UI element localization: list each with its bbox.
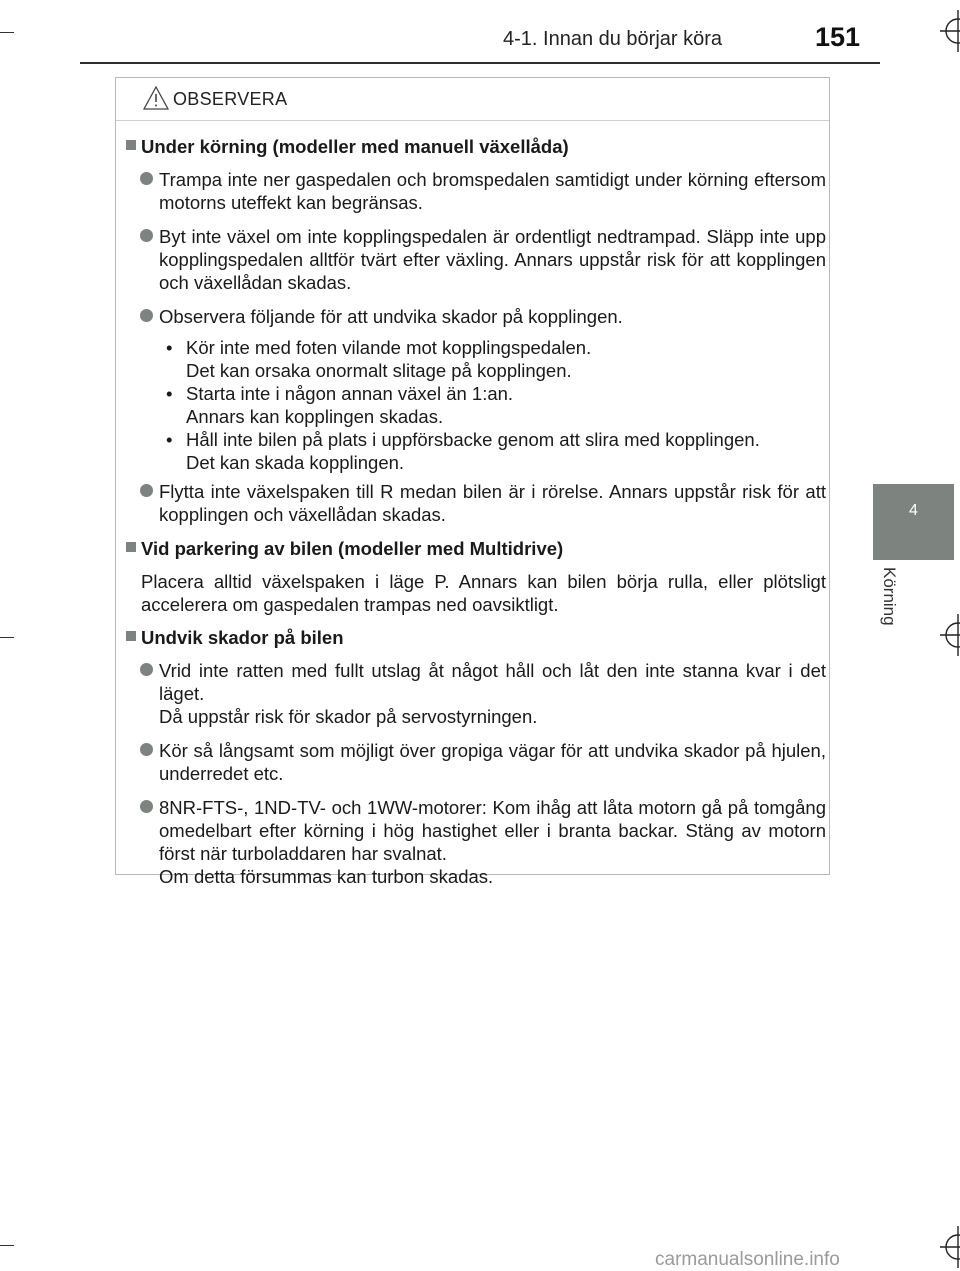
sub-item-text: Håll inte bilen på plats i uppförsbacke genom att slira med kopplingen. <box>186 429 760 450</box>
dot-bullet-icon <box>140 800 153 813</box>
sub-item-detail: Annars kan kopplingen skadas. <box>186 406 444 427</box>
warning-triangle-icon <box>143 86 169 110</box>
registration-mark-icon <box>936 1226 960 1268</box>
list-item <box>126 480 826 526</box>
caution-section <box>126 135 826 526</box>
dot-bullet-icon <box>140 309 153 322</box>
section-head <box>126 626 826 649</box>
dot-bullet-icon <box>140 229 153 242</box>
list-item <box>126 225 826 294</box>
item-text: Flytta inte växelspaken till R medan bilen är i rörelse. Annars uppstår risk för att kopplingen och växellådan skadas. <box>159 481 826 525</box>
item-text: 8NR-FTS-, 1ND-TV- och 1WW-motorer: Kom ihåg att låta motorn gå på tomgång omedelbart efter körning i hög hastighet eller i branta backar. Stäng av motorn först när turboladdaren har svalnat. <box>159 797 826 864</box>
item-text: Kör så långsamt som möjligt över gropiga vägar för att undvika skador på hjulen, underredet etc. <box>159 740 826 784</box>
section-head <box>126 135 826 158</box>
caution-section <box>126 537 826 616</box>
page-number: 151 <box>815 22 861 52</box>
sub-item-detail: Det kan skada kopplingen. <box>186 452 405 473</box>
square-bullet-icon <box>126 140 136 150</box>
registration-mark-icon <box>936 10 960 52</box>
caution-content <box>126 135 826 899</box>
sub-item-detail: Det kan orsaka onormalt slitage på kopplingen. <box>186 360 572 381</box>
list-item <box>126 659 826 728</box>
dot-bullet-icon <box>140 743 153 756</box>
item-text: Trampa inte ner gaspedalen och bromspedalen samtidigt under körning eftersom motorns uteffekt kan begränsas. <box>159 169 826 213</box>
section-heading: 4-1. Innan du börjar köra <box>503 28 723 50</box>
sub-item <box>166 336 826 382</box>
chapter-label <box>873 567 899 647</box>
sub-item-text: Starta inte i någon annan växel än 1:an. <box>186 383 514 404</box>
section-title: Undvik skador på bilen <box>141 627 344 648</box>
sub-list <box>126 336 826 474</box>
chapter-tab <box>873 484 954 560</box>
crop-mark <box>0 32 14 33</box>
list-item <box>126 796 826 888</box>
section-title: Vid parkering av bilen (modeller med Multidrive) <box>141 538 564 559</box>
section-paragraph: Placera alltid växelspaken i läge P. Annars kan bilen börja rulla, eller plötsligt accelerera om gaspedalen trampas ned oavsiktligt. <box>141 571 826 615</box>
list-item <box>126 305 826 328</box>
dot-bullet-icon <box>140 663 153 676</box>
caution-box <box>115 77 830 887</box>
sub-item <box>166 428 826 474</box>
square-bullet-icon <box>126 631 136 641</box>
caution-section <box>126 626 826 888</box>
chapter-number: 4 <box>909 502 918 519</box>
dot-bullet-icon <box>140 484 153 497</box>
sub-bullet: • <box>166 429 173 450</box>
item-text: Då uppstår risk för skador på servostyrningen. <box>159 706 538 727</box>
item-text: Om detta försummas kan turbon skadas. <box>159 866 494 887</box>
list-item <box>126 168 826 214</box>
crop-mark <box>0 1245 14 1246</box>
list-item <box>126 739 826 785</box>
caution-title: OBSERVERA <box>173 89 288 109</box>
registration-mark-icon <box>936 614 960 656</box>
caution-header <box>116 78 829 121</box>
dot-bullet-icon <box>140 172 153 185</box>
crop-mark <box>0 637 14 638</box>
sub-bullet: • <box>166 383 173 404</box>
section-head <box>126 537 826 560</box>
header-divider <box>80 62 880 64</box>
sub-bullet: • <box>166 337 173 358</box>
item-text: Observera följande för att undvika skador på kopplingen. <box>159 306 623 327</box>
sub-item-text: Kör inte med foten vilande mot kopplingspedalen. <box>186 337 592 358</box>
section-title: Under körning (modeller med manuell växellåda) <box>141 136 569 157</box>
item-text: Vrid inte ratten med fullt utslag åt något håll och låt den inte stanna kvar i det läget. <box>159 660 826 704</box>
square-bullet-icon <box>126 542 136 552</box>
watermark: carmanualsonline.info <box>655 1249 840 1270</box>
item-text: Byt inte växel om inte kopplingspedalen är ordentligt nedtrampad. Släpp inte upp kopplingspedalen alltför tvärt efter växling. Annars uppstår risk för att kopplingen och växellådan skadas. <box>159 226 826 293</box>
chapter-title: Körning <box>880 567 899 626</box>
sub-item <box>166 382 826 428</box>
